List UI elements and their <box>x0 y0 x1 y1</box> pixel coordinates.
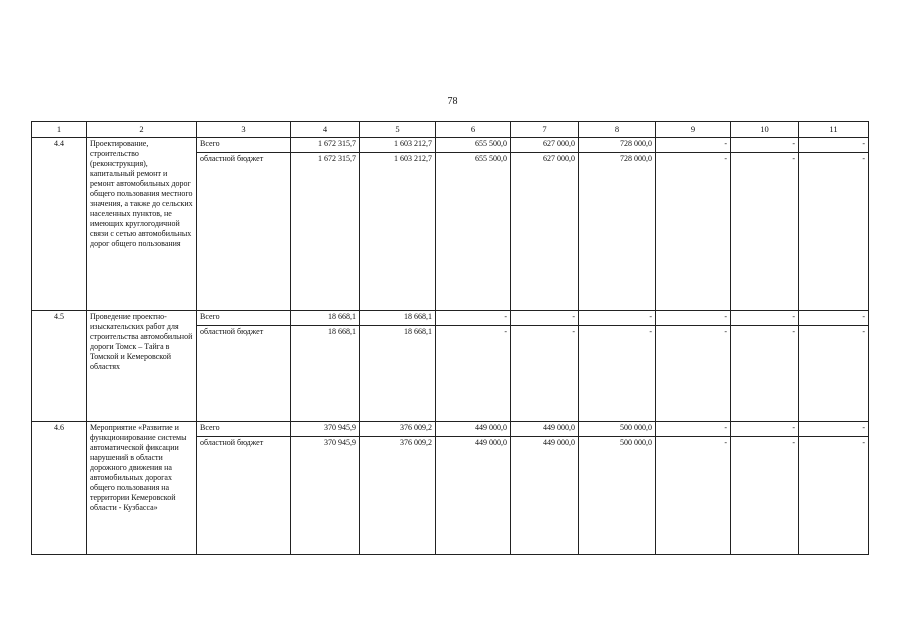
column-header: 4 <box>291 122 360 138</box>
value-cell: 655 500,0 <box>436 138 511 153</box>
value-cell: 1 603 212,7 <box>360 153 436 311</box>
column-header: 3 <box>197 122 291 138</box>
value-cell: - <box>799 138 869 153</box>
funding-source: Всего <box>197 311 291 326</box>
value-cell: - <box>799 311 869 326</box>
value-cell: - <box>436 326 511 422</box>
value-cell: 449 000,0 <box>511 422 579 437</box>
value-cell: 1 672 315,7 <box>291 138 360 153</box>
value-cell: 370 945,9 <box>291 422 360 437</box>
value-cell: 1 672 315,7 <box>291 153 360 311</box>
value-cell: 449 000,0 <box>511 437 579 555</box>
value-cell: - <box>656 422 731 437</box>
value-cell: - <box>436 311 511 326</box>
column-header: 7 <box>511 122 579 138</box>
row-description: Мероприятие «Развитие и функционирование системы автоматической фиксации нарушений в области дорожного движения на автомобильных дорогах общего пользования на территории Кемеровской области - Кузбасса» <box>87 422 197 555</box>
value-cell: 655 500,0 <box>436 153 511 311</box>
value-cell: - <box>656 326 731 422</box>
value-cell: - <box>511 311 579 326</box>
value-cell: - <box>579 326 656 422</box>
value-cell: 376 009,2 <box>360 422 436 437</box>
value-cell: 627 000,0 <box>511 138 579 153</box>
value-cell: 449 000,0 <box>436 422 511 437</box>
header-row <box>32 122 869 138</box>
column-header: 6 <box>436 122 511 138</box>
value-cell: 449 000,0 <box>436 437 511 555</box>
value-cell: 1 603 212,7 <box>360 138 436 153</box>
row-id: 4.5 <box>32 311 87 422</box>
value-cell: - <box>731 311 799 326</box>
value-cell: - <box>799 326 869 422</box>
value-cell: 627 000,0 <box>511 153 579 311</box>
table-row <box>32 138 869 153</box>
column-header: 10 <box>731 122 799 138</box>
value-cell: - <box>731 326 799 422</box>
page-number: 78 <box>447 96 458 107</box>
funding-source: областной бюджет <box>197 437 291 555</box>
table-row <box>32 422 869 437</box>
table-row <box>32 311 869 326</box>
value-cell: 18 668,1 <box>291 326 360 422</box>
value-cell: 728 000,0 <box>579 153 656 311</box>
value-cell: 500 000,0 <box>579 422 656 437</box>
value-cell: 500 000,0 <box>579 437 656 555</box>
value-cell: - <box>656 311 731 326</box>
value-cell: - <box>799 422 869 437</box>
column-header: 8 <box>579 122 656 138</box>
funding-source: областной бюджет <box>197 153 291 311</box>
row-description: Проектирование, строительство (реконструкция), капитальный ремонт и ремонт автомобильных дорог общего пользования местного значения, а также до сельских населенных пунктов, не имеющих круглогодичной связи с сетью автомобильных дорог общего пользования <box>87 138 197 311</box>
row-id: 4.6 <box>32 422 87 555</box>
value-cell: - <box>731 437 799 555</box>
value-cell: - <box>656 138 731 153</box>
funding-source: Всего <box>197 138 291 153</box>
value-cell: - <box>656 153 731 311</box>
value-cell: - <box>731 153 799 311</box>
value-cell: - <box>731 422 799 437</box>
value-cell: - <box>799 153 869 311</box>
column-header: 11 <box>799 122 869 138</box>
value-cell: 18 668,1 <box>291 311 360 326</box>
value-cell: 18 668,1 <box>360 311 436 326</box>
value-cell: - <box>511 326 579 422</box>
value-cell: 728 000,0 <box>579 138 656 153</box>
value-cell: - <box>731 138 799 153</box>
value-cell: - <box>579 311 656 326</box>
column-header: 5 <box>360 122 436 138</box>
value-cell: - <box>656 437 731 555</box>
row-description: Проведение проектно-изыскательских работ для строительства автомобильной дороги Томск – Тайга в Томской и Кемеровской областях <box>87 311 197 422</box>
funding-source: Всего <box>197 422 291 437</box>
value-cell: 18 668,1 <box>360 326 436 422</box>
funding-source: областной бюджет <box>197 326 291 422</box>
budget-table <box>31 121 869 555</box>
column-header: 1 <box>32 122 87 138</box>
value-cell: - <box>799 437 869 555</box>
value-cell: 370 945,9 <box>291 437 360 555</box>
value-cell: 376 009,2 <box>360 437 436 555</box>
column-header: 9 <box>656 122 731 138</box>
row-id: 4.4 <box>32 138 87 311</box>
column-header: 2 <box>87 122 197 138</box>
